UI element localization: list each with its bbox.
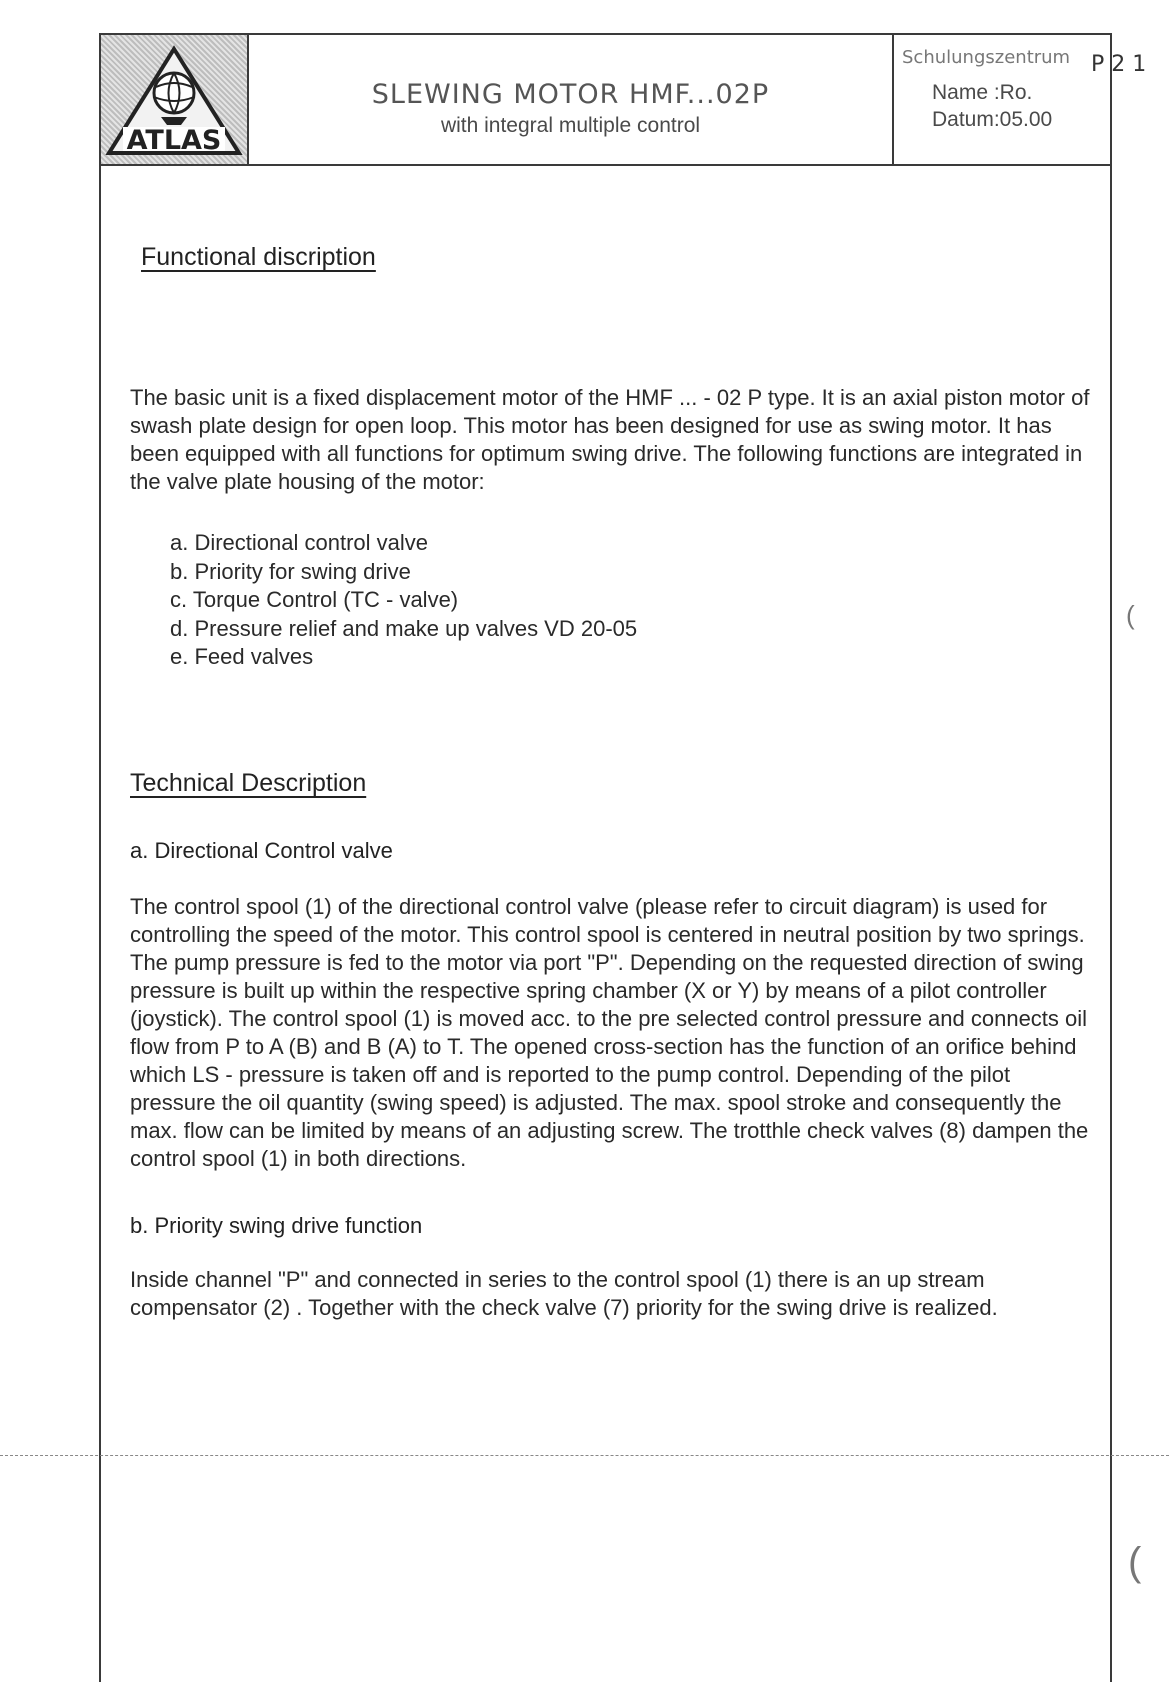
header-title-area <box>249 35 892 164</box>
atlas-globe-icon <box>101 35 247 164</box>
header-bottom-line <box>99 164 1112 166</box>
svg-text:ATLAS: ATLAS <box>126 125 222 156</box>
technical-description-heading: Technical Description <box>130 769 367 797</box>
page-title: SLEWING MOTOR HMF...02P <box>371 79 770 110</box>
functional-description-heading: Functional discription <box>141 243 376 271</box>
header-info-block <box>894 35 1110 164</box>
fold-dashed-line <box>0 1455 1169 1456</box>
author-name: Name :Ro. <box>932 81 1033 104</box>
list-item: c. Torque Control (TC - valve) <box>170 587 459 612</box>
priority-swing-paragraph: Inside channel "P" and connected in series to the control spool (1) there is an up stream compensator (2) . Together with the check valve (7) priority for the swing drive is realized. <box>130 1267 998 1320</box>
functions-list <box>170 529 637 672</box>
list-item: b. Priority for swing drive <box>170 558 411 584</box>
school-label: Schulungszentrum <box>902 47 1071 68</box>
list-item: e. Feed valves <box>170 644 314 669</box>
page-subtitle: with integral multiple control <box>440 114 701 137</box>
list-item: d. Pressure relief and make up valves VD 20-05 <box>170 615 638 641</box>
page-number: P 2 1 <box>1091 52 1147 77</box>
frame-right-line <box>1110 34 1112 1682</box>
scan-mark: ( <box>1126 600 1135 630</box>
directional-control-paragraph: The control spool (1) of the directional control valve (please refer to circuit diagram) is used for controlling the speed of the motor. This control spool is centered in neutral position by two springs. The pump pressure is fed to the motor via port "P". Depending on the requested direction of swing pressure is built up within the respective spring chamber (X or Y) by means of a pilot controller (joystick). The control spool (1) is moved acc. to the pre selected control pressure and connects oil flow from P to A (B) and B (A) to T. The opened cross-section has the function of an orifice behind which LS - pressure is taken off and is reported to the pump control. Depending of the pilot pressure the oil quantity (swing speed) is adjusted. The max. spool stroke and consequently the max. flow can be limited by means of an adjusting screw. The trotthle check valves (8) dampen the control spool (1) in both directions. <box>130 894 1089 1171</box>
directional-control-subheading: a. Directional Control valve <box>130 838 393 863</box>
priority-swing-subheading: b. Priority swing drive function <box>130 1213 423 1238</box>
scan-mark: ( <box>1128 1540 1142 1584</box>
list-item: a. Directional control valve <box>170 530 429 555</box>
document-date: Datum:05.00 <box>932 108 1053 131</box>
atlas-logo <box>101 35 249 164</box>
frame-left-line <box>99 34 101 1682</box>
functional-intro-paragraph: The basic unit is a fixed displacement motor of the HMF ... - 02 P type. It is an axial piston motor of swash plate design for open loop. This motor has been designed for use as swing motor. It has been equipped with all functions for optimum swing drive. The following functions are integrated in the valve plate housing of the motor: <box>130 385 1090 494</box>
